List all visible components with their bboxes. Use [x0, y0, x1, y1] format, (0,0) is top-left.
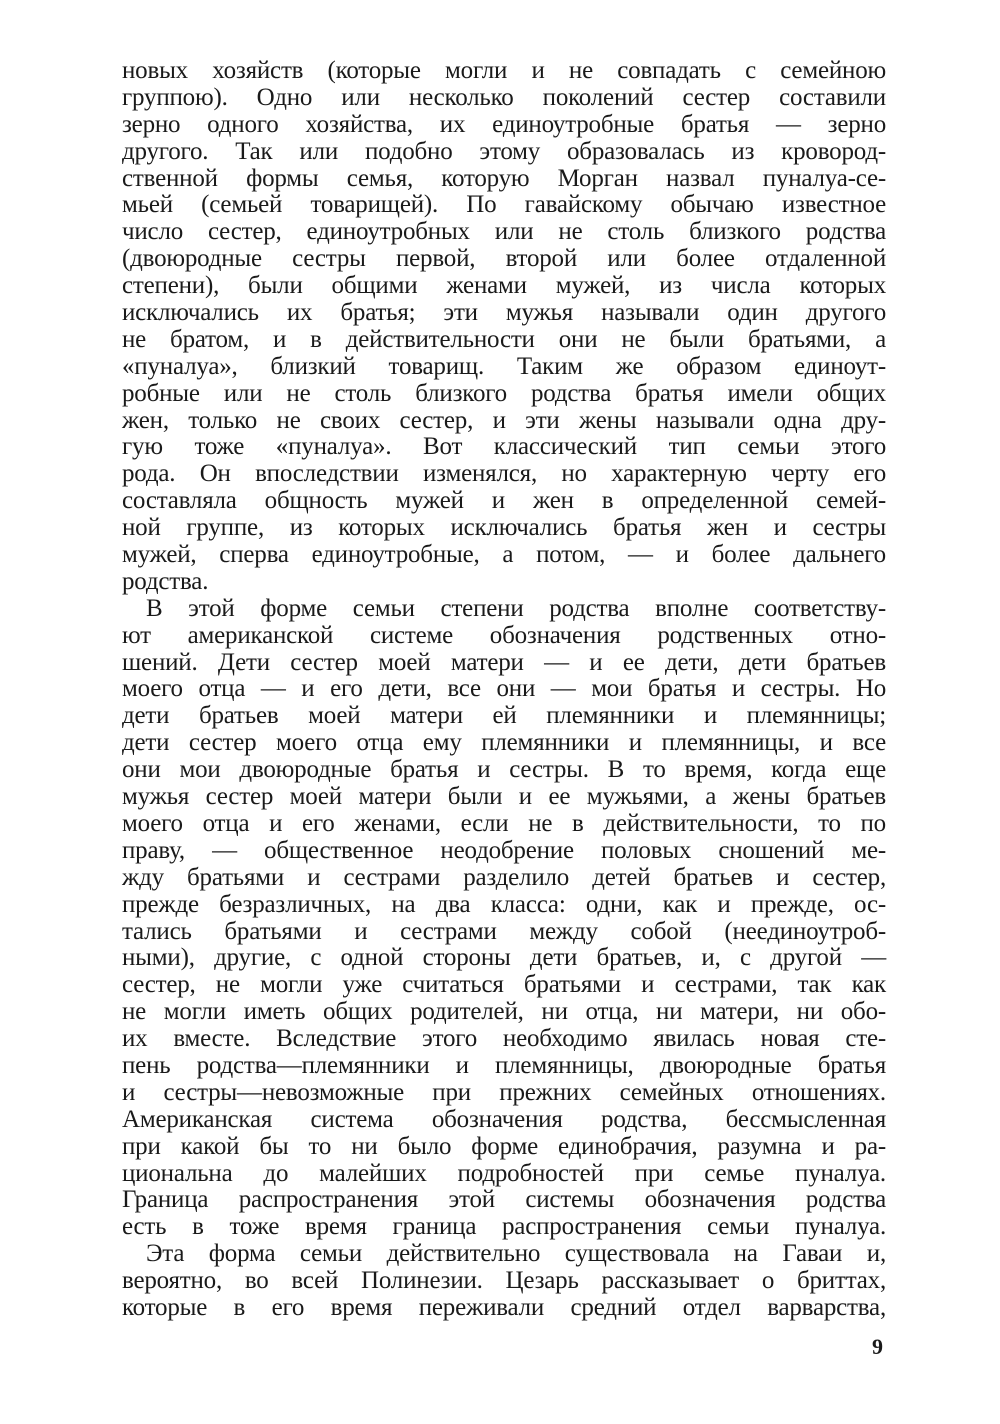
text-line: прежде безразличных, на два класса: одни, как и прежде, ос- [122, 890, 886, 918]
text-line: ными), другие, с одной стороны дети братьев, и, с другой — [122, 944, 886, 972]
text-line: они мои двоюродные братья и сестры. В то время, когда еще [122, 756, 886, 784]
text-line: при какой бы то ни было форме единобрачия, разумна и ра- [122, 1132, 886, 1160]
text-line: пень родства—племянники и племянницы, двоюродные братья [122, 1051, 886, 1079]
text-line: группою). Одно или несколько поколений сестер составили [122, 83, 886, 111]
text-line: тались братьями и сестрами между собой (неединоутроб- [122, 917, 886, 945]
text-line: исключались их братья; эти мужья называли один другого [122, 299, 886, 327]
text-line: шений. Дети сестер моей матери — и ее дети, дети братьев [122, 648, 886, 676]
text-line: рода. Он впоследствии изменялся, но характерную черту его [122, 460, 886, 488]
text-line: ют американской системе обозначения родственных отно- [122, 621, 886, 649]
text-line: сестер, не могли уже считаться братьями и сестрами, так как [122, 971, 886, 999]
paragraph-1 [122, 58, 886, 596]
text-line: Эта форма семьи действительно существовала на Гаваи и, [146, 1240, 886, 1268]
page-number: 9 [872, 1334, 883, 1359]
text-line: Американская система обозначения родства, бессмысленная [122, 1105, 886, 1133]
text-line: дети сестер моего отца ему племянники и племянницы, и все [122, 729, 886, 757]
text-line: число сестер, единоутробных или не столь близкого родства [122, 218, 886, 246]
text-line: жен, только не своих сестер, и эти жены называли одна дру- [122, 406, 886, 434]
text-line: (двоюродные сестры первой, второй или более отдаленной [122, 245, 886, 273]
text-line: «пуналуа», близкий товарищ. Таким же образом единоут- [122, 352, 886, 380]
text-line: ственной формы семья, которую Морган назвал пуналуа-се- [122, 164, 886, 192]
page-body [122, 58, 886, 1322]
text-line: мужья сестер моей матери были и ее мужьями, а жены братьев [122, 783, 886, 811]
text-line: мужей, сперва единоутробные, а потом, — и более дальнего [122, 541, 886, 569]
text-line: Граница распространения этой системы обозначения родства [122, 1186, 886, 1214]
paragraph-3 [122, 1241, 886, 1322]
text-line: и сестры—невозможные при прежних семейных отношениях. [122, 1078, 886, 1106]
text-line: праву, — общественное неодобрение половых сношений ме- [122, 836, 886, 864]
text-line: гую тоже «пуналуа». Вот классический тип семьи этого [122, 433, 886, 461]
text-line: составляла общность мужей и жен в определенной семей- [122, 487, 886, 515]
text-line: моего отца — и его дети, все они — мои братья и сестры. Но [122, 675, 886, 703]
text-line: не братом, и в действительности они не были братьями, а [122, 325, 886, 353]
text-line: есть в тоже время граница распространения семьи пуналуа. [122, 1213, 886, 1241]
text-line: которые в его время переживали средний отдел варварства, [122, 1293, 886, 1321]
text-line: В этой форме семьи степени родства вполне соответству- [146, 594, 886, 622]
text-line: родства. [122, 567, 209, 595]
text-line: вероятно, во всей Полинезии. Цезарь рассказывает о бриттах, [122, 1267, 886, 1295]
text-line: ной группе, из которых исключались братья жен и сестры [122, 514, 886, 542]
text-line: не могли иметь общих родителей, ни отца, ни матери, ни обо- [122, 998, 886, 1026]
text-line: дети братьев моей матери ей племянники и племянницы; [122, 702, 886, 730]
text-line: робные или не столь близкого родства братья имели общих [122, 379, 886, 407]
paragraph-2 [122, 596, 886, 1241]
text-line: их вместе. Вследствие этого необходимо явилась новая сте- [122, 1025, 886, 1053]
text-line: жду братьями и сестрами разделило детей братьев и сестер, [122, 863, 886, 891]
text-line: зерно одного хозяйства, их единоутробные братья — зерно [122, 110, 886, 138]
text-line: циональна до малейших подробностей при семье пуналуа. [122, 1159, 886, 1187]
text-line: другого. Так или подобно этому образовалась из кровород- [122, 137, 886, 165]
text-line: моего отца и его женами, если не в действительности, то по [122, 809, 886, 837]
text-line: мьей (семьей товарищей). По гавайскому обычаю известное [122, 191, 886, 219]
text-line: степени), были общими женами мужей, из числа которых [122, 272, 886, 300]
text-line: новых хозяйств (которые могли и не совпадать с семейною [122, 57, 886, 84]
